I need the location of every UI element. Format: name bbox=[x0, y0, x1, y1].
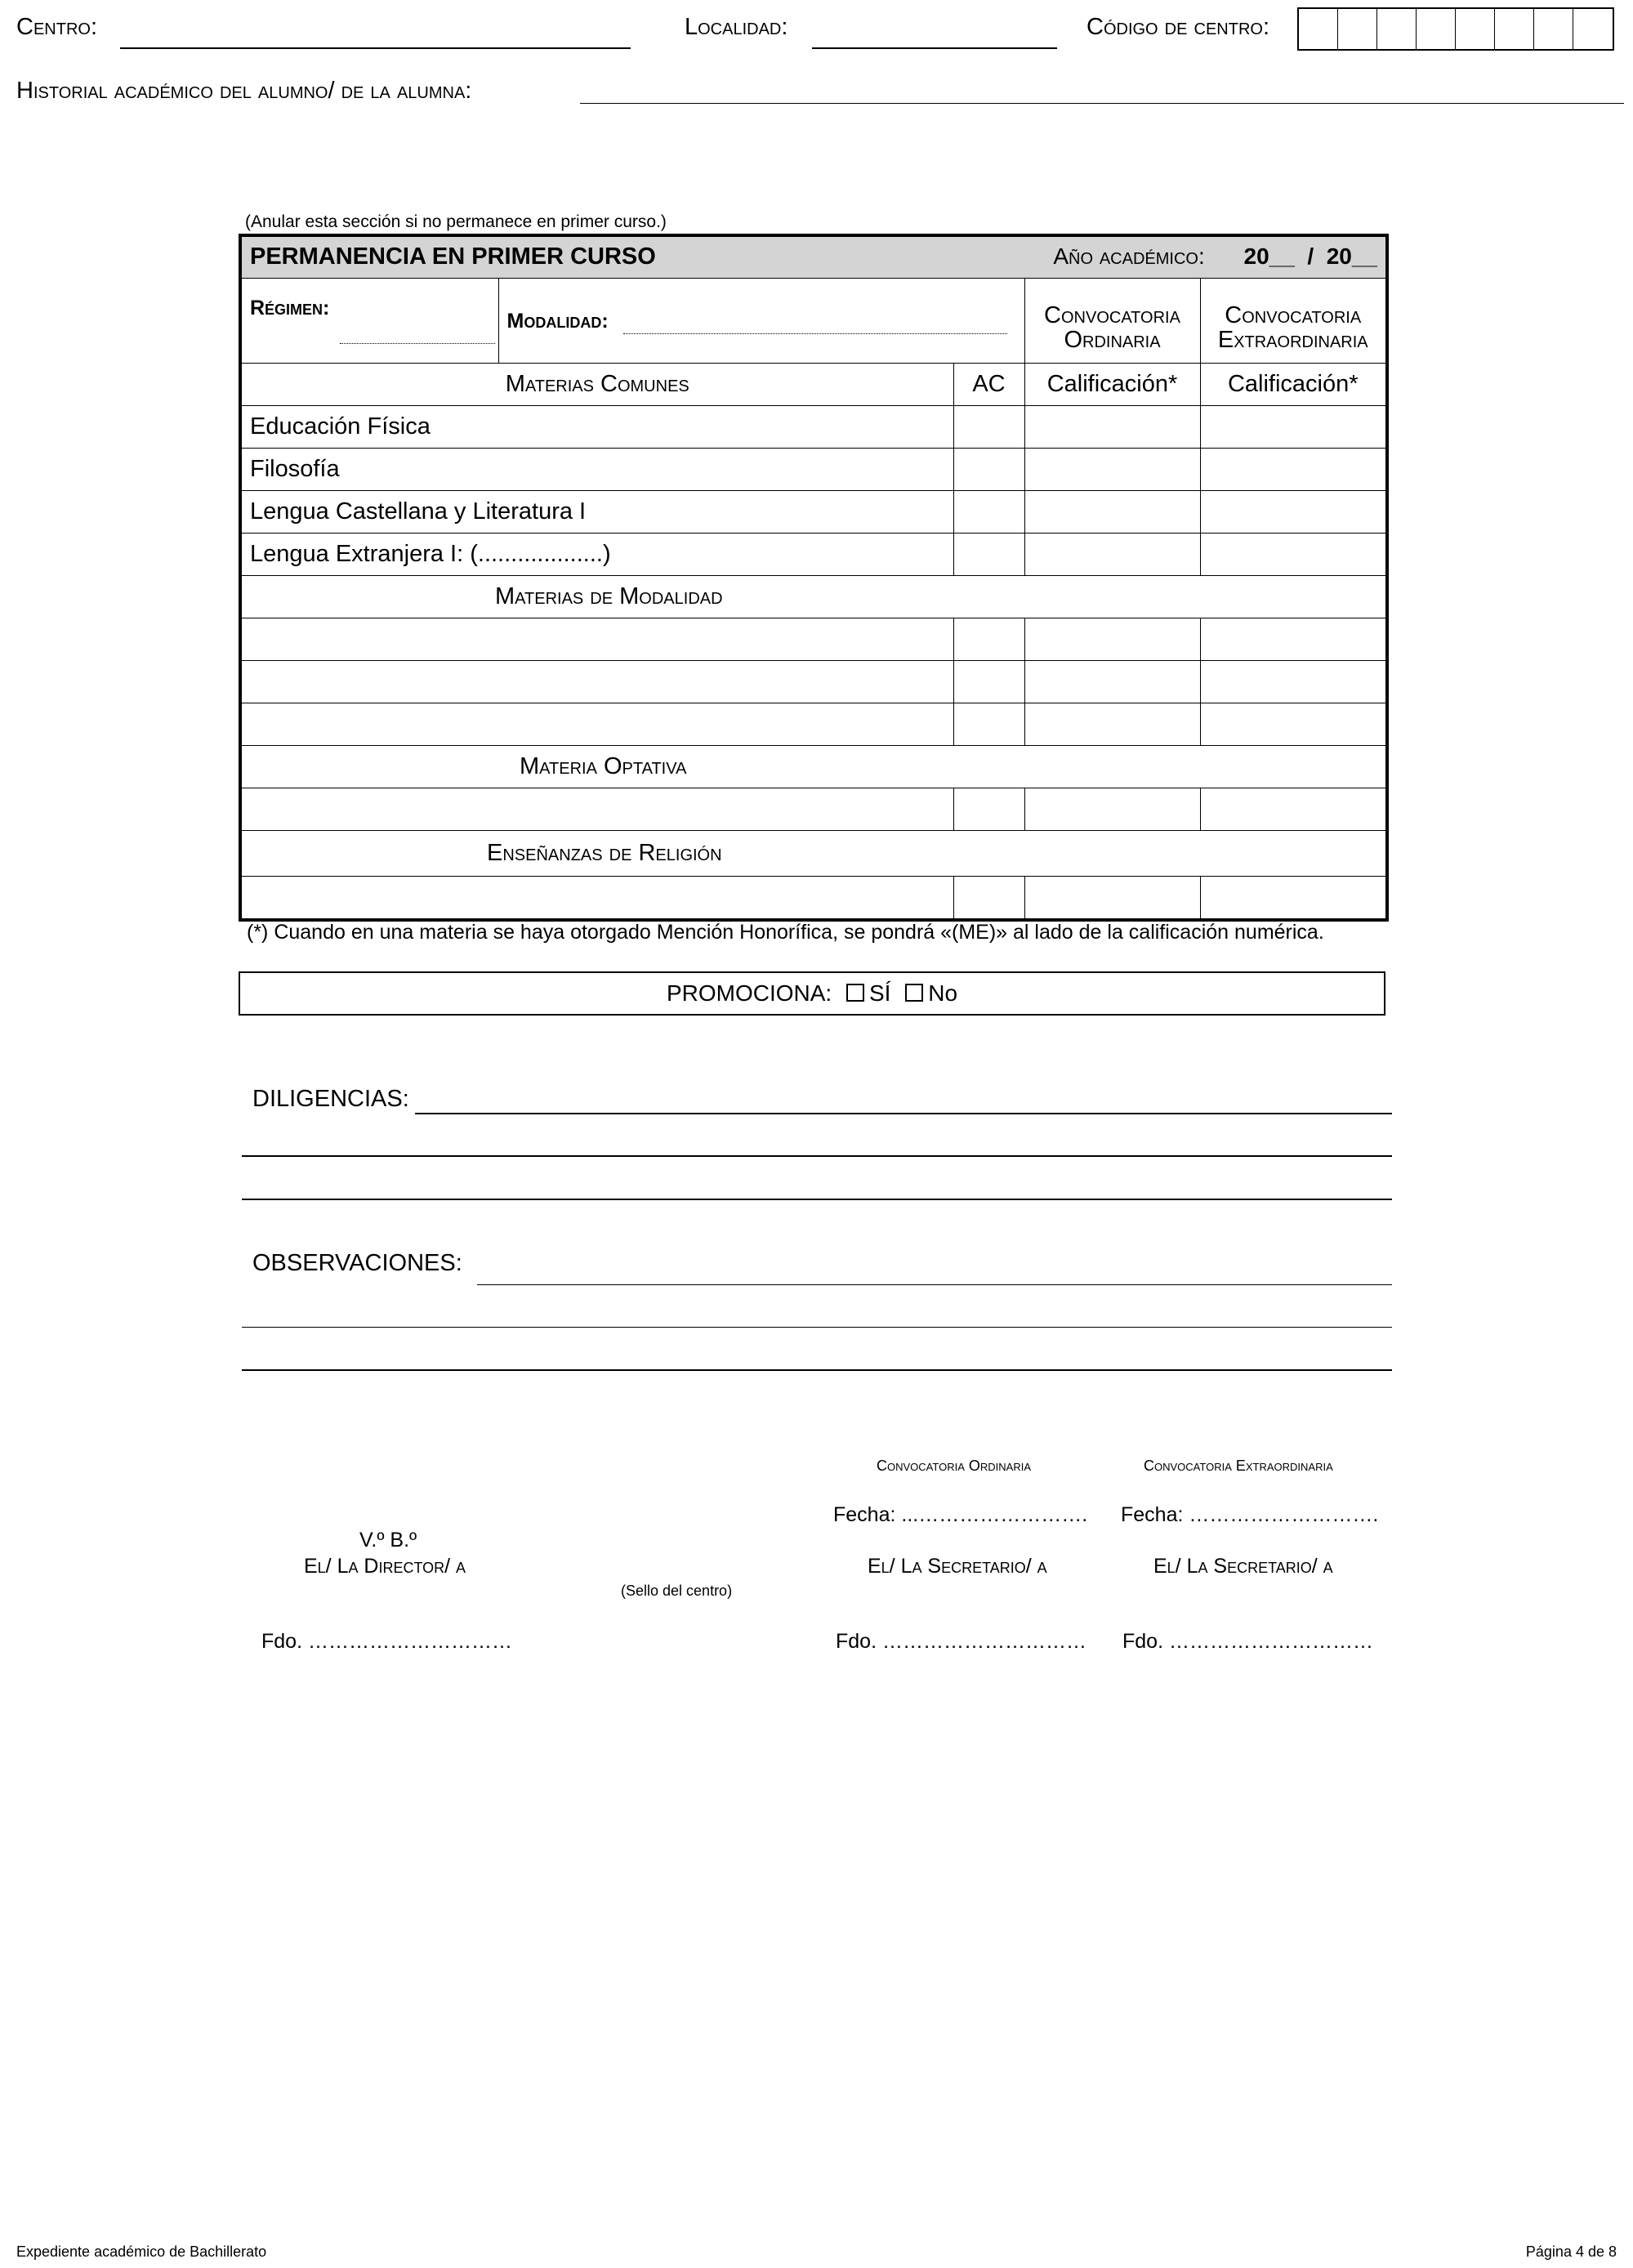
calificacion-extraordinaria-cell[interactable] bbox=[1200, 788, 1387, 830]
ac-cell[interactable] bbox=[953, 448, 1024, 490]
table-row bbox=[240, 533, 1387, 575]
fecha-ordinaria[interactable]: Fecha: ...……………………. bbox=[833, 1503, 1088, 1526]
ac-cell[interactable] bbox=[953, 618, 1024, 660]
ac-cell[interactable] bbox=[953, 490, 1024, 533]
diligencias-label: DILIGENCIAS: bbox=[252, 1086, 409, 1112]
materia-name-blank[interactable] bbox=[240, 876, 953, 920]
calificacion-extraordinaria-cell[interactable] bbox=[1200, 405, 1387, 448]
promociona-label: PROMOCIONA: bbox=[666, 980, 832, 1006]
calificacion-ordinaria-cell[interactable] bbox=[1024, 788, 1200, 830]
observaciones-line[interactable] bbox=[242, 1327, 1392, 1328]
table-row bbox=[240, 703, 1387, 745]
calificacion-extraordinaria-cell[interactable] bbox=[1200, 448, 1387, 490]
historial-field[interactable] bbox=[580, 103, 1624, 104]
fecha-extraordinaria[interactable]: Fecha: ………………………. bbox=[1121, 1503, 1379, 1526]
footer-left: Expediente académico de Bachillerato bbox=[16, 2243, 267, 2260]
modalidad-cell bbox=[498, 278, 1024, 363]
regimen-cell bbox=[240, 278, 498, 363]
materia-name: Filosofía bbox=[240, 448, 953, 490]
mencion-honorifica-footnote: (*) Cuando en una materia se haya otorgado Mención Honorífica, se pondrá «(ME)» al lado de la calificación numérica. bbox=[247, 921, 1324, 944]
section-title-bar bbox=[240, 235, 1387, 278]
anio-academico-label: Año académico: bbox=[1053, 243, 1205, 270]
calificacion-ordinaria-cell[interactable] bbox=[1024, 618, 1200, 660]
diligencias-line[interactable] bbox=[415, 1113, 1392, 1114]
calificacion-ordinaria-cell[interactable] bbox=[1024, 405, 1200, 448]
promociona-box bbox=[239, 971, 1385, 1016]
ac-cell[interactable] bbox=[953, 660, 1024, 703]
calificacion-ordinaria-cell[interactable] bbox=[1024, 490, 1200, 533]
page-number: Página 4 de 8 bbox=[1525, 2243, 1617, 2260]
religion-header: Enseñanzas de Religión bbox=[240, 830, 1387, 876]
promociona-si-label: SÍ bbox=[868, 980, 891, 1006]
table-row bbox=[240, 660, 1387, 703]
ac-header: AC bbox=[953, 363, 1024, 405]
table-row bbox=[240, 490, 1387, 533]
table-row bbox=[240, 405, 1387, 448]
fdo-secretario-ordinaria[interactable]: Fdo. ………………………… bbox=[836, 1630, 1086, 1653]
calificacion-extraordinaria-cell[interactable] bbox=[1200, 490, 1387, 533]
promociona-no-checkbox[interactable] bbox=[905, 984, 923, 1002]
calificacion-ordinaria-cell[interactable] bbox=[1024, 448, 1200, 490]
diligencias-line[interactable] bbox=[242, 1155, 1392, 1157]
permanencia-table bbox=[239, 234, 1389, 922]
secretario-extraordinaria-label: El/ La Secretario/ a bbox=[1153, 1555, 1333, 1578]
materia-name-blank[interactable] bbox=[240, 788, 953, 830]
calificacion-extraordinaria-cell[interactable] bbox=[1200, 876, 1387, 920]
materia-name-blank[interactable] bbox=[240, 618, 953, 660]
materia-name: Lengua Extranjera I: (...................) bbox=[240, 533, 953, 575]
observaciones-label: OBSERVACIONES: bbox=[252, 1250, 462, 1276]
codigo-centro-boxes[interactable] bbox=[1297, 7, 1614, 51]
calificacion-extraordinaria-cell[interactable] bbox=[1200, 660, 1387, 703]
table-row bbox=[240, 448, 1387, 490]
materia-name: Lengua Castellana y Literatura I bbox=[240, 490, 953, 533]
materias-modalidad-header: Materias de Modalidad bbox=[240, 575, 1387, 618]
ac-cell[interactable] bbox=[953, 876, 1024, 920]
localidad-field[interactable] bbox=[812, 47, 1057, 49]
ac-cell[interactable] bbox=[953, 788, 1024, 830]
table-row bbox=[240, 876, 1387, 920]
conv-ordinaria-header: Convocatoria Ordinaria bbox=[1024, 278, 1200, 363]
ac-cell[interactable] bbox=[953, 533, 1024, 575]
centro-field[interactable] bbox=[120, 47, 631, 49]
centro-label: Centro: bbox=[16, 14, 97, 40]
ac-cell[interactable] bbox=[953, 703, 1024, 745]
sello-centro: (Sello del centro) bbox=[621, 1583, 733, 1599]
sig-conv-extraordinaria-label: Convocatoria Extraordinaria bbox=[1144, 1458, 1333, 1474]
anular-note: (Anular esta sección si no permanece en primer curso.) bbox=[245, 212, 667, 231]
observaciones-line[interactable] bbox=[477, 1284, 1392, 1285]
materias-comunes-header: Materias Comunes bbox=[240, 363, 953, 405]
regimen-field[interactable] bbox=[340, 327, 495, 344]
visto-bueno: V.º B.º bbox=[359, 1529, 417, 1551]
section-title: PERMANENCIA EN PRIMER CURSO bbox=[250, 243, 656, 270]
materia-optativa-header: Materia Optativa bbox=[240, 745, 1387, 788]
calificacion-ordinaria-header: Calificación* bbox=[1024, 363, 1200, 405]
materia-name: Educación Física bbox=[240, 405, 953, 448]
calificacion-ordinaria-cell[interactable] bbox=[1024, 876, 1200, 920]
promociona-no-label: No bbox=[928, 980, 958, 1006]
diligencias-line[interactable] bbox=[242, 1199, 1392, 1200]
calificacion-ordinaria-cell[interactable] bbox=[1024, 703, 1200, 745]
calificacion-ordinaria-cell[interactable] bbox=[1024, 660, 1200, 703]
ac-cell[interactable] bbox=[953, 405, 1024, 448]
historial-label: Historial académico del alumno/ de la alumna: bbox=[16, 78, 472, 104]
calificacion-extraordinaria-cell[interactable] bbox=[1200, 533, 1387, 575]
promociona-si-checkbox[interactable] bbox=[846, 984, 864, 1002]
table-row bbox=[240, 618, 1387, 660]
secretario-ordinaria-label: El/ La Secretario/ a bbox=[868, 1555, 1047, 1578]
calificacion-extraordinaria-cell[interactable] bbox=[1200, 703, 1387, 745]
anio-academico-value[interactable]: 20__ / 20__ bbox=[1243, 243, 1377, 270]
sig-conv-ordinaria-label: Convocatoria Ordinaria bbox=[877, 1458, 1031, 1474]
materia-name-blank[interactable] bbox=[240, 703, 953, 745]
observaciones-line[interactable] bbox=[242, 1369, 1392, 1371]
modalidad-field[interactable] bbox=[623, 317, 1007, 334]
fdo-director[interactable]: Fdo. ………………………… bbox=[261, 1630, 512, 1653]
calificacion-ordinaria-cell[interactable] bbox=[1024, 533, 1200, 575]
director-label: El/ La Director/ a bbox=[304, 1555, 466, 1578]
localidad-label: Localidad: bbox=[685, 14, 788, 40]
calificacion-extraordinaria-header: Calificación* bbox=[1200, 363, 1387, 405]
modalidad-label: Modalidad: bbox=[506, 309, 609, 333]
codigo-centro-label: Código de centro: bbox=[1086, 14, 1270, 40]
fdo-secretario-extraordinaria[interactable]: Fdo. ………………………… bbox=[1122, 1630, 1373, 1653]
calificacion-extraordinaria-cell[interactable] bbox=[1200, 618, 1387, 660]
regimen-label: Régimen: bbox=[250, 297, 330, 319]
conv-extraordinaria-header: Convocatoria Extraordinaria bbox=[1200, 278, 1387, 363]
materia-name-blank[interactable] bbox=[240, 660, 953, 703]
table-row bbox=[240, 788, 1387, 830]
